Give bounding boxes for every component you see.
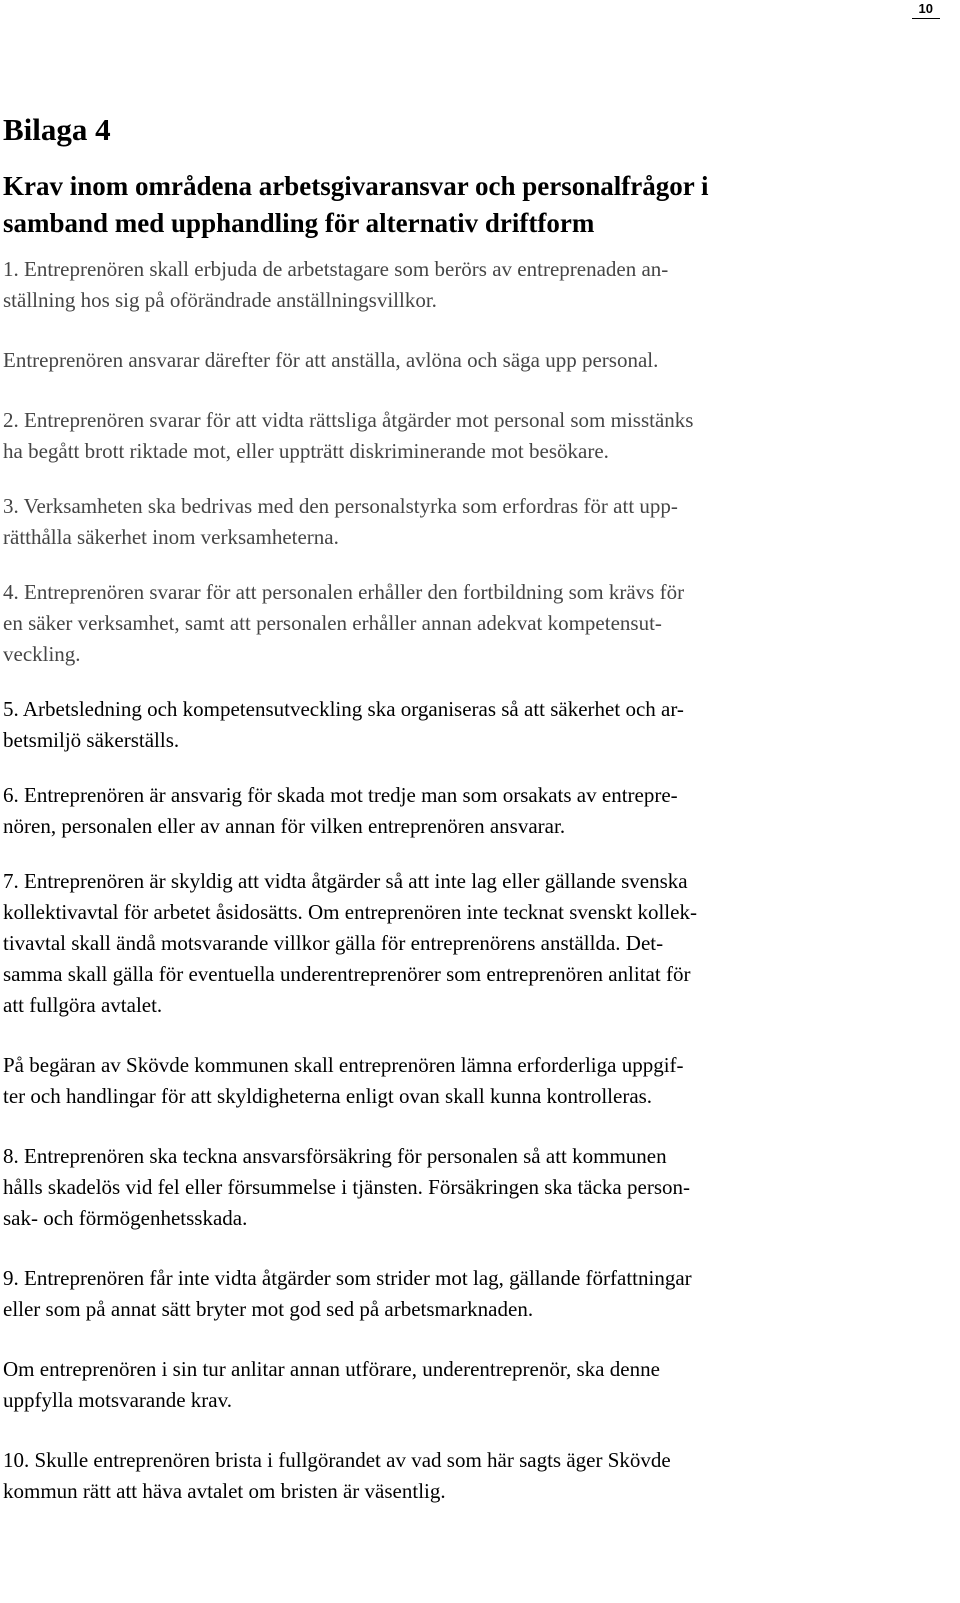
paragraph-8: 8. Entreprenören ska teckna ansvarsförsäkring för personalen så att kommunen hålls skadelös vid fel eller försummelse i tjänsten. Försäkringen ska täcka person- sak- och förmögenhetsskada. — [3, 1144, 690, 1230]
paragraph-1-continued: Entreprenören ansvarar därefter för att anställa, avlöna och säga upp personal. — [3, 348, 659, 372]
paragraph-9: 9. Entreprenören får inte vidta åtgärder som strider mot lag, gällande författningar eller som på annat sätt bryter mot god sed på arbetsmarknaden. — [3, 1266, 692, 1321]
paragraph-1: 1. Entreprenören skall erbjuda de arbetstagare som berörs av entreprenaden an- ställning hos sig på oförändrade anställningsvillkor. — [3, 257, 669, 312]
paragraph-7-continued: På begäran av Skövde kommunen skall entreprenören lämna erforderliga uppgif- ter och handlingar för att skyldigheterna enligt ovan skall kunna kontrolleras. — [3, 1053, 684, 1108]
paragraph-9-continued: Om entreprenören i sin tur anlitar annan utförare, underentreprenör, ska denne uppfylla motsvarande krav. — [3, 1357, 660, 1412]
paragraph-10: 10. Skulle entreprenören brista i fullgörandet av vad som här sagts äger Skövde kommun rätt att häva avtalet om bristen är väsentlig. — [3, 1448, 671, 1503]
paragraph-5: 5. Arbetsledning och kompetensutveckling ska organiseras så att säkerhet och ar- betsmiljö säkerställs. — [3, 697, 684, 752]
document-body — [3, 112, 903, 1536]
paragraph-4: 4. Entreprenören svarar för att personalen erhåller den fortbildning som krävs för en säker verksamhet, samt att personalen erhåller annan adekvat kompetensut- veckling. — [3, 580, 685, 666]
document-subtitle: Krav inom områdena arbetsgivaransvar och personalfrågor i samband med upphandling för alternativ driftform — [3, 171, 709, 238]
paragraph-6: 6. Entreprenören är ansvarig för skada mot tredje man som orsakats av entrepre- nören, personalen eller av annan för vilken entreprenören ansvarar. — [3, 783, 678, 838]
paragraph-2: 2. Entreprenören svarar för att vidta rättsliga åtgärder mot personal som misstänks ha begått brott riktade mot, eller uppträtt diskriminerande mot besökare. — [3, 408, 694, 463]
appendix-title: Bilaga 4 — [3, 112, 111, 147]
paragraph-7: 7. Entreprenören är skyldig att vidta åtgärder så att inte lag eller gällande svenska kollektivavtal för arbetet åsidosätts. Om entreprenören inte tecknat svenskt kollek- tivavtal skall ändå motsvarande villkor gälla för entreprenörens anställda. Det- samma skall gälla för eventuella underentreprenörer som entreprenören anlitat för att fullgöra avtalet. — [3, 869, 697, 1017]
paragraph-3: 3. Verksamheten ska bedrivas med den personalstyrka som erfordras för att upp- rätthålla säkerhet inom verksamheterna. — [3, 494, 678, 549]
page-number: 10 — [912, 0, 940, 19]
